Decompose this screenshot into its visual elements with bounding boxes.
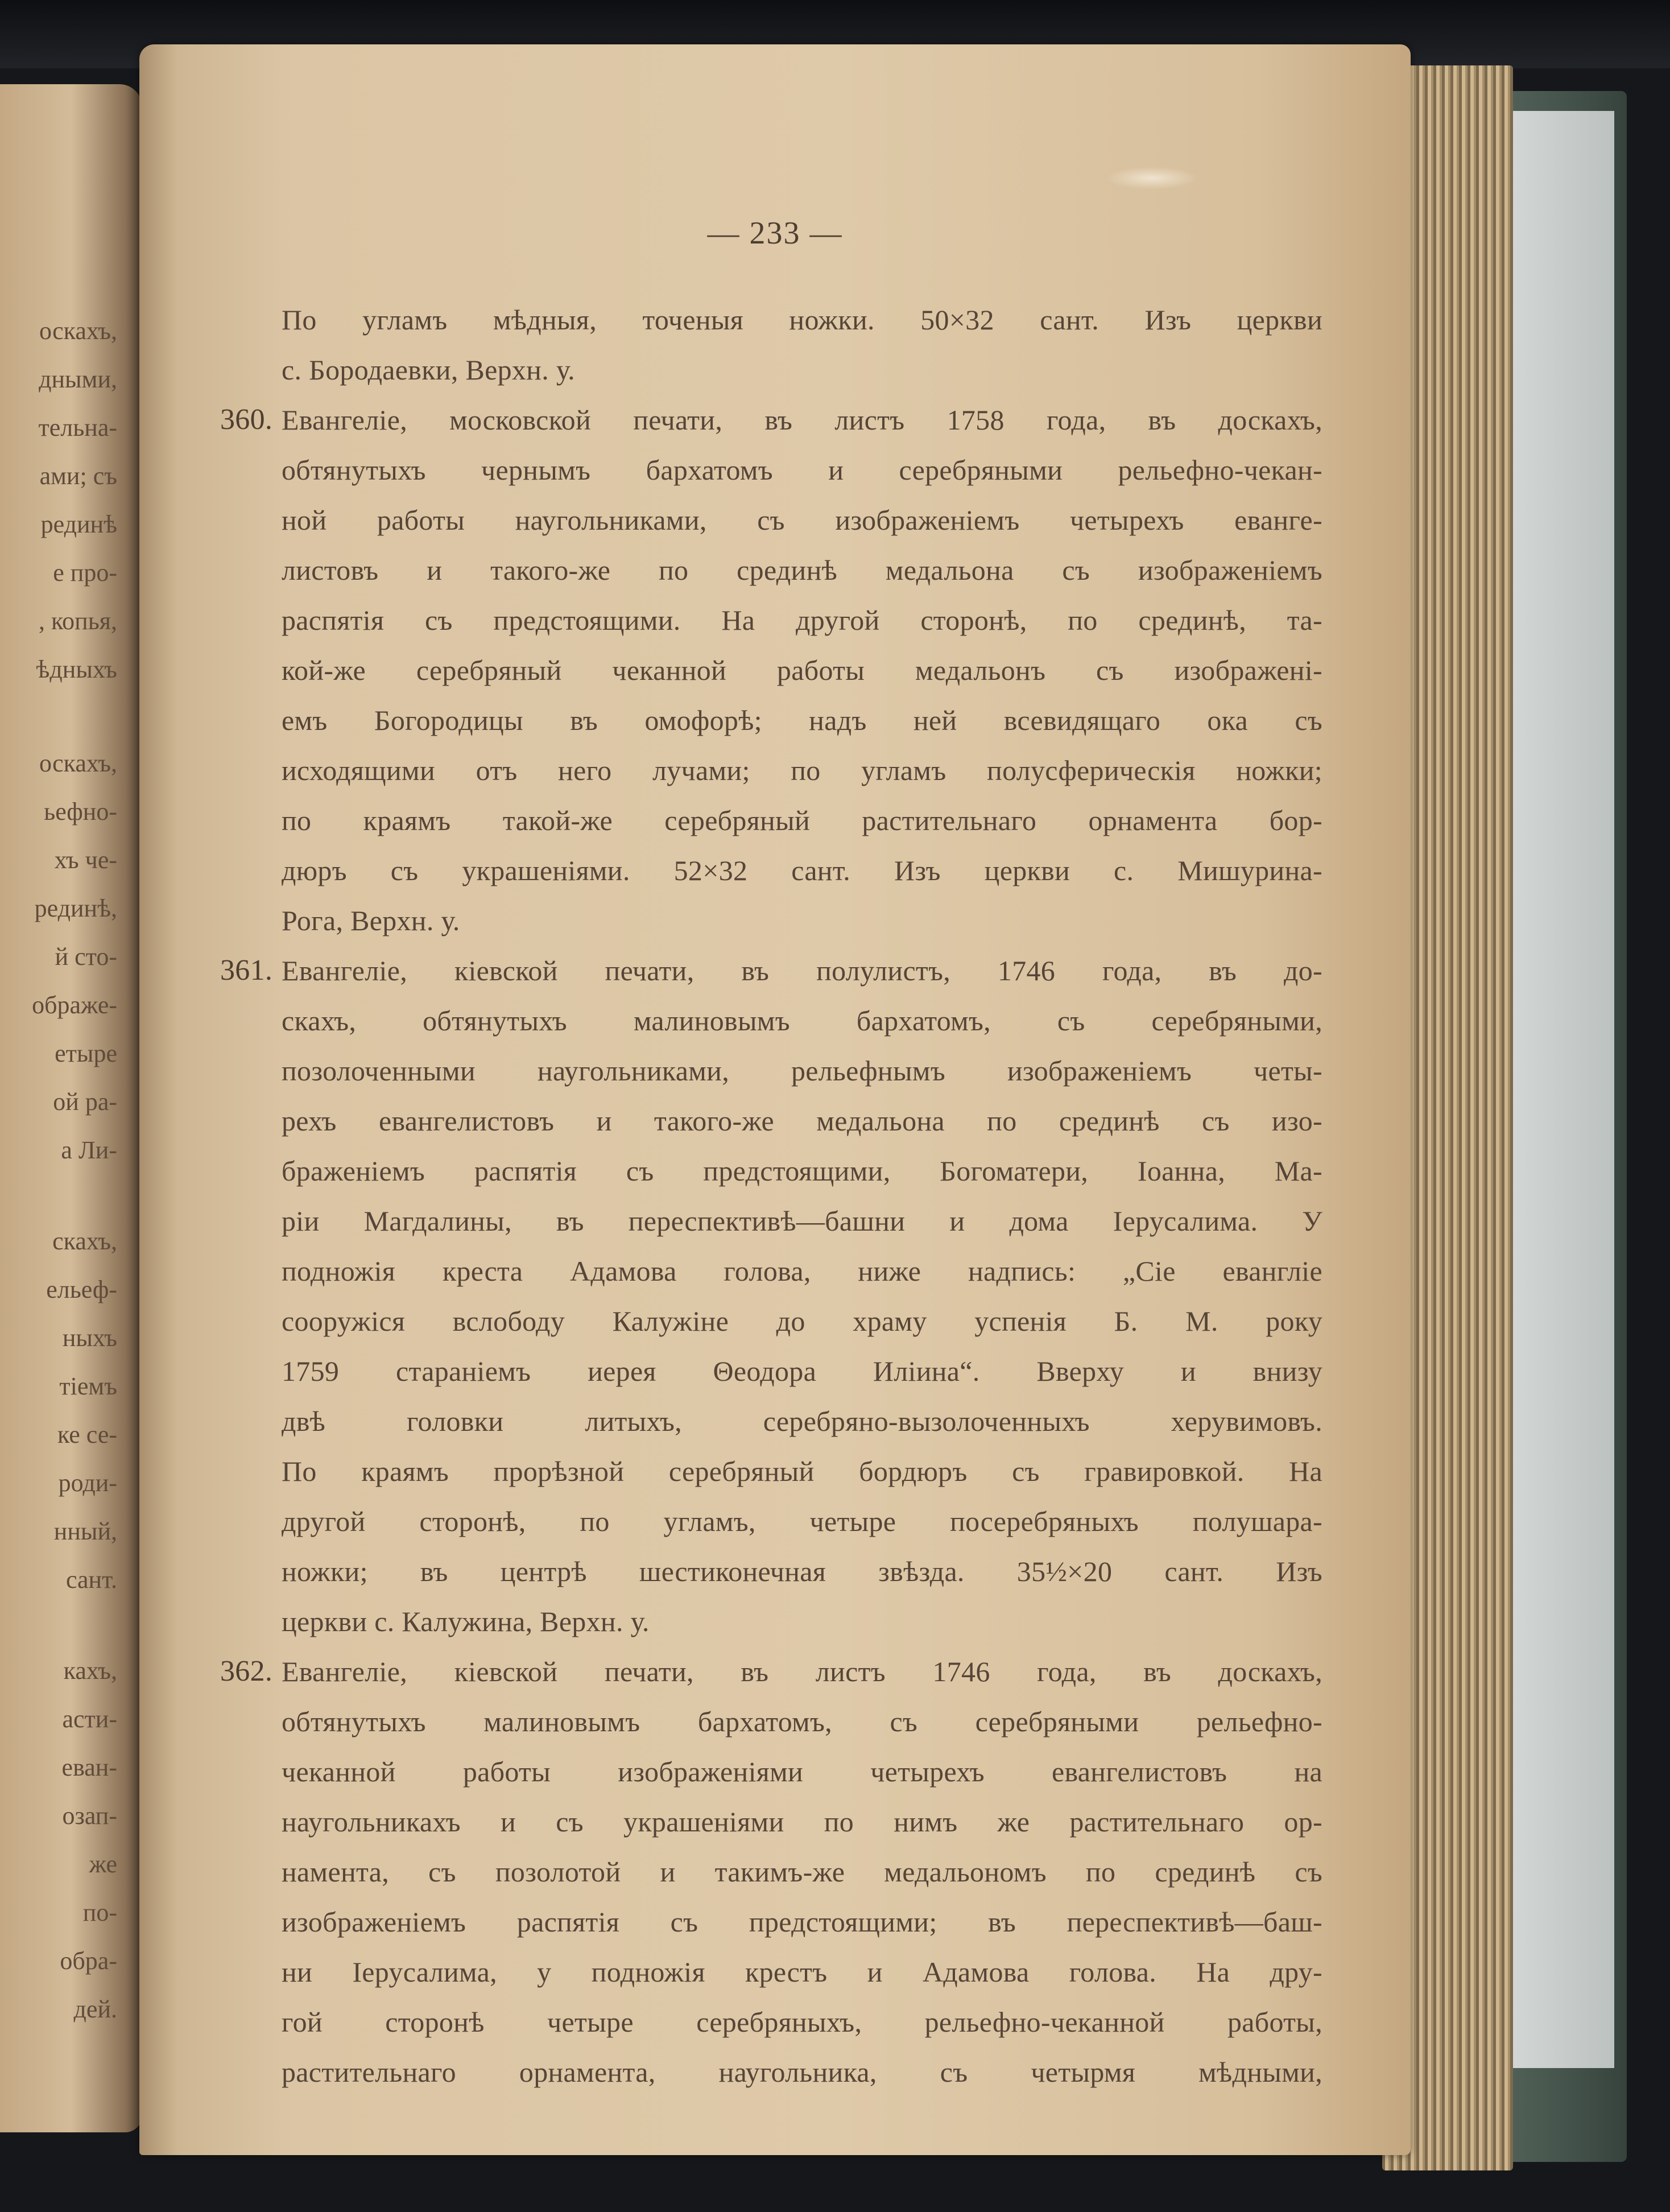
left-page-fragment: скахъ, bbox=[52, 1227, 117, 1255]
line-text: сооружіся вслободу Калужіне до храму успенія Б. М. року bbox=[282, 1305, 1322, 1337]
text-line bbox=[225, 745, 1322, 795]
line-text: другой сторонѣ, по угламъ, четыре посеребряныхъ полушара- bbox=[282, 1505, 1322, 1537]
text-line bbox=[225, 1196, 1322, 1246]
text-line bbox=[220, 946, 1322, 996]
paper-stain bbox=[1106, 167, 1197, 189]
text-line bbox=[225, 545, 1322, 595]
left-page-fragment: дными, bbox=[39, 365, 117, 393]
left-page-fragment: асти- bbox=[62, 1705, 117, 1733]
text-line bbox=[225, 495, 1322, 545]
text-line bbox=[225, 445, 1322, 495]
text-line bbox=[225, 996, 1322, 1046]
line-text: ни Іерусалима, у подножія крестъ и Адамова голова. На дру- bbox=[282, 1956, 1322, 1988]
left-page bbox=[0, 84, 142, 2132]
entry-number: 361. bbox=[220, 954, 273, 987]
text-line bbox=[225, 345, 1322, 395]
text-line bbox=[225, 2047, 1322, 2097]
left-page-fragment: хъ че- bbox=[54, 846, 117, 874]
line-text: ріи Магдалины, въ переспективѣ—башни и дома Іерусалима. У bbox=[282, 1205, 1322, 1237]
left-page-fragment: а Ли- bbox=[61, 1136, 117, 1164]
left-page-fragment: обра- bbox=[60, 1947, 117, 1975]
entry-number: 360. bbox=[220, 403, 273, 436]
left-page-fragment: ами; съ bbox=[39, 462, 117, 490]
left-page-fragment: е про- bbox=[53, 559, 117, 587]
line-text: распятія съ предстоящими. На другой сторонѣ, по срединѣ, та- bbox=[282, 604, 1322, 636]
text-line bbox=[225, 295, 1322, 345]
text-line bbox=[220, 1646, 1322, 1697]
text-line bbox=[225, 795, 1322, 845]
text-line bbox=[225, 845, 1322, 895]
text-line bbox=[225, 1346, 1322, 1396]
text-line bbox=[225, 1596, 1322, 1646]
left-page-fragment: озап- bbox=[62, 1802, 117, 1830]
line-text: исходящими отъ него лучами; по угламъ полусферическія ножки; bbox=[282, 754, 1322, 786]
line-text: Евангеліе, кіевской печати, въ полулистъ, 1746 года, въ до- bbox=[282, 955, 1322, 987]
text-line bbox=[225, 1096, 1322, 1146]
line-text: браженіемъ распятія съ предстоящими, Богоматери, Іоанна, Ма- bbox=[282, 1155, 1322, 1187]
text-line bbox=[225, 1496, 1322, 1546]
line-text: кой-же серебряный чеканной работы медальонъ съ изображені- bbox=[282, 654, 1322, 686]
page-text bbox=[220, 295, 1322, 2097]
left-page-fragment: рединѣ bbox=[40, 510, 117, 538]
line-text: подножія креста Адамова голова, ниже надпись: „Сіе евангліе bbox=[282, 1255, 1322, 1287]
text-line bbox=[225, 645, 1322, 695]
line-text: чеканной работы изображеніями четырехъ евангелистовъ на bbox=[282, 1756, 1322, 1788]
text-line bbox=[225, 1446, 1322, 1496]
line-text: наугольникахъ и съ украшеніями по нимъ же растительнаго ор- bbox=[282, 1806, 1322, 1838]
text-line bbox=[225, 1797, 1322, 1847]
line-text: Рога, Верхн. у. bbox=[282, 905, 460, 936]
left-page-fragment: же bbox=[89, 1850, 117, 1878]
line-text: Евангеліе, кіевской печати, въ листъ 1746 года, въ доскахъ, bbox=[282, 1656, 1322, 1687]
text-line bbox=[225, 1697, 1322, 1747]
line-text: листовъ и такого-же по срединѣ медальона съ изображеніемъ bbox=[282, 554, 1322, 586]
left-page-fragment: тельна- bbox=[38, 414, 117, 441]
left-page-fragment: ѣдныхъ bbox=[36, 655, 117, 683]
line-text: обтянутыхъ чернымъ бархатомъ и серебряными рельефно-чекан- bbox=[282, 454, 1322, 486]
line-text: емъ Богородицы въ омофорѣ; надъ ней всевидящаго ока съ bbox=[282, 704, 1322, 736]
text-line bbox=[225, 1747, 1322, 1797]
left-page-fragment: дей. bbox=[73, 1995, 117, 2023]
left-page-fragment: по- bbox=[82, 1899, 117, 1926]
line-text: намента, съ позолотой и такимъ-же медальономъ по срединѣ съ bbox=[282, 1856, 1322, 1888]
left-page-fragment: роди- bbox=[58, 1469, 117, 1497]
line-text: с. Бородаевки, Верхн. у. bbox=[282, 354, 575, 386]
text-line bbox=[225, 1246, 1322, 1296]
left-page-fragment: , копья, bbox=[39, 607, 117, 635]
left-page-fragment: ой ра- bbox=[53, 1088, 117, 1116]
text-line bbox=[225, 1296, 1322, 1346]
left-page-fragment: рединѣ, bbox=[34, 894, 117, 922]
line-text: позолоченными наугольниками, рельефнымъ изображеніемъ четы- bbox=[282, 1055, 1322, 1087]
left-page-fragment: ельеф- bbox=[46, 1276, 117, 1303]
left-page-fragment: кахъ, bbox=[63, 1657, 117, 1685]
line-text: По краямъ прорѣзной серебряный бордюръ съ гравировкой. На bbox=[282, 1455, 1322, 1487]
text-line bbox=[225, 1847, 1322, 1897]
text-line bbox=[225, 1546, 1322, 1596]
left-page-fragment: нный, bbox=[53, 1517, 117, 1545]
text-line bbox=[220, 395, 1322, 445]
entry-number: 362. bbox=[220, 1655, 273, 1687]
left-page-fragment: еван- bbox=[61, 1753, 117, 1781]
line-text: двѣ головки литыхъ, серебряно-вызолоченныхъ херувимовъ. bbox=[282, 1405, 1322, 1437]
left-page-fragment: оскахъ, bbox=[39, 749, 117, 777]
book-page bbox=[139, 44, 1411, 2155]
text-line bbox=[225, 1396, 1322, 1446]
left-page-fragment: тіемъ bbox=[59, 1372, 117, 1400]
text-line bbox=[225, 1146, 1322, 1196]
text-line bbox=[225, 595, 1322, 645]
left-page-fragment: етыре bbox=[55, 1039, 117, 1067]
text-line bbox=[225, 1947, 1322, 1997]
text-line bbox=[225, 695, 1322, 745]
text-line bbox=[225, 895, 1322, 946]
left-page-fragment: ьефно- bbox=[44, 798, 117, 826]
text-line bbox=[225, 1897, 1322, 1947]
left-page-fragment: й сто- bbox=[55, 943, 117, 971]
text-line bbox=[225, 1997, 1322, 2047]
left-page-fragment: сант. bbox=[65, 1566, 117, 1594]
line-text: изображеніемъ распятія съ предстоящими; въ переспективѣ—баш- bbox=[282, 1906, 1322, 1938]
line-text: скахъ, обтянутыхъ малиновымъ бархатомъ, съ серебряными, bbox=[282, 1005, 1322, 1037]
line-text: дюръ съ украшеніями. 52×32 сант. Изъ церкви с. Мишурина- bbox=[282, 855, 1322, 886]
line-text: растительнаго орнамента, наугольника, съ четырмя мѣдными, bbox=[282, 2056, 1322, 2088]
line-text: рехъ евангелистовъ и такого-же медальона по срединѣ съ изо- bbox=[282, 1105, 1322, 1137]
line-text: 1759 стараніемъ иерея Θеодора Иліина“. Вверху и внизу bbox=[282, 1355, 1322, 1387]
line-text: ножки; въ центрѣ шестиконечная звѣзда. 35½×20 сант. Изъ bbox=[282, 1555, 1322, 1587]
left-page-fragment: оскахъ, bbox=[39, 317, 117, 345]
left-page-fragment: ныхъ bbox=[62, 1324, 117, 1352]
line-text: По угламъ мѣдныя, точеныя ножки. 50×32 сант. Изъ церкви bbox=[282, 304, 1322, 336]
left-page-fragment: ке се- bbox=[57, 1421, 117, 1448]
line-text: по краямъ такой-же серебряный растительнаго орнамента бор- bbox=[282, 804, 1322, 836]
line-text: Евангеліе, московской печати, въ листъ 1758 года, въ доскахъ, bbox=[282, 404, 1322, 436]
line-text: гой сторонѣ четыре серебряныхъ, рельефно-чеканной работы, bbox=[282, 2006, 1322, 2038]
left-page-fragment: ображе- bbox=[32, 991, 117, 1019]
text-line bbox=[225, 1046, 1322, 1096]
page-number: — 233 — bbox=[707, 216, 843, 251]
line-text: церкви с. Калужина, Верхн. у. bbox=[282, 1606, 650, 1637]
line-text: ной работы наугольниками, съ изображеніемъ четырехъ еванге- bbox=[282, 504, 1322, 536]
line-text: обтянутыхъ малиновымъ бархатомъ, съ серебряными рельефно- bbox=[282, 1706, 1322, 1738]
